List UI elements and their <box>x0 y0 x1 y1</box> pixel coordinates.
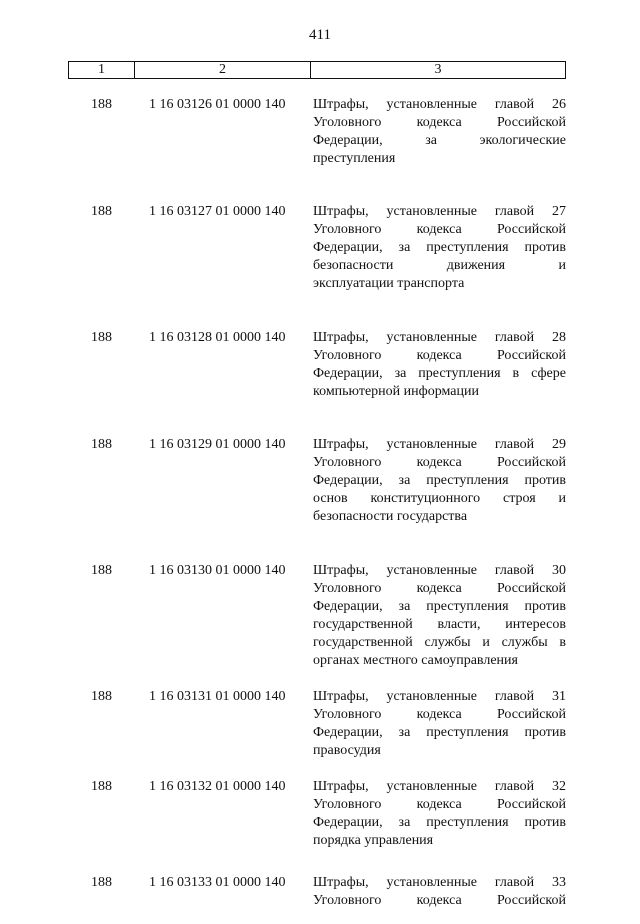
description-line: Штрафы, установленные главой 29 <box>313 437 566 452</box>
description-line: Штрафы, установленные главой 30 <box>313 563 566 578</box>
row-description <box>313 329 566 401</box>
admin-code: 188 <box>91 779 112 794</box>
description-line: государственной власти, интересов <box>313 617 566 632</box>
table-row <box>0 203 640 329</box>
admin-code: 188 <box>91 97 112 112</box>
description-line: Уголовного кодекса Российской <box>313 581 566 596</box>
description-line: Штрафы, установленные главой 28 <box>313 330 566 345</box>
description-line: Федерации, за экологические <box>313 133 566 148</box>
description-line: Уголовного кодекса Российской <box>313 115 566 130</box>
description-line: Уголовного кодекса Российской <box>313 455 566 470</box>
description-line: Уголовного кодекса Российской <box>313 893 566 908</box>
table-header-col-2: 2 <box>135 62 311 78</box>
description-line: Уголовного кодекса Российской <box>313 707 566 722</box>
description-line: Федерации, за преступления против <box>313 599 566 614</box>
row-description <box>313 688 566 760</box>
budget-code: 1 16 03126 01 0000 140 <box>149 97 286 112</box>
description-line: компьютерной информации <box>313 384 479 399</box>
table-body <box>0 96 640 924</box>
admin-code: 188 <box>91 875 112 890</box>
description-line: Федерации, за преступления против <box>313 725 566 740</box>
description-line: порядка управления <box>313 833 434 848</box>
table-row <box>0 96 640 203</box>
table-header-row <box>68 61 566 79</box>
description-line: органах местного самоуправления <box>313 653 518 668</box>
page-number: 411 <box>309 27 331 43</box>
admin-code: 188 <box>91 563 112 578</box>
description-line: Федерации, за преступления в сфере <box>313 366 566 381</box>
admin-code: 188 <box>91 330 112 345</box>
budget-code: 1 16 03133 01 0000 140 <box>149 875 286 890</box>
budget-code: 1 16 03132 01 0000 140 <box>149 779 286 794</box>
budget-code: 1 16 03131 01 0000 140 <box>149 689 286 704</box>
description-line: Уголовного кодекса Российской <box>313 222 566 237</box>
table-header-col-3: 3 <box>434 62 442 77</box>
table-row <box>0 436 640 562</box>
row-description <box>313 436 566 526</box>
row-description <box>313 562 566 670</box>
description-line: Штрафы, установленные главой 33 <box>313 875 566 890</box>
row-description <box>313 778 566 850</box>
description-line: безопасности государства <box>313 509 468 524</box>
description-line: Федерации, за преступления против <box>313 473 566 488</box>
row-description <box>313 96 566 168</box>
description-line: Штрафы, установленные главой 27 <box>313 204 566 219</box>
description-line: преступления <box>313 151 396 166</box>
table-row <box>0 329 640 436</box>
row-description <box>313 203 566 293</box>
description-line: Штрафы, установленные главой 26 <box>313 97 566 112</box>
budget-code: 1 16 03128 01 0000 140 <box>149 330 286 345</box>
description-line: правосудия <box>313 743 381 758</box>
admin-code: 188 <box>91 689 112 704</box>
description-line: Уголовного кодекса Российской <box>313 348 566 363</box>
description-line: Штрафы, установленные главой 31 <box>313 689 566 704</box>
table-row <box>0 778 640 874</box>
description-line: Федерации, за преступления против <box>313 815 566 830</box>
budget-code: 1 16 03130 01 0000 140 <box>149 563 286 578</box>
table-row <box>0 562 640 688</box>
table-row <box>0 688 640 778</box>
description-line: безопасности движения и <box>313 258 566 273</box>
description-line: эксплуатации транспорта <box>313 276 465 291</box>
description-line: государственной службы и службы в <box>313 635 566 650</box>
budget-code: 1 16 03127 01 0000 140 <box>149 204 286 219</box>
table-header-col-1: 1 <box>69 62 135 78</box>
description-line: Штрафы, установленные главой 32 <box>313 779 566 794</box>
admin-code: 188 <box>91 437 112 452</box>
table-row <box>0 874 640 924</box>
description-line: Федерации, за преступления против <box>313 240 566 255</box>
description-line: Уголовного кодекса Российской <box>313 797 566 812</box>
description-line: основ конституционного строя и <box>313 491 566 506</box>
admin-code: 188 <box>91 204 112 219</box>
budget-code: 1 16 03129 01 0000 140 <box>149 437 286 452</box>
